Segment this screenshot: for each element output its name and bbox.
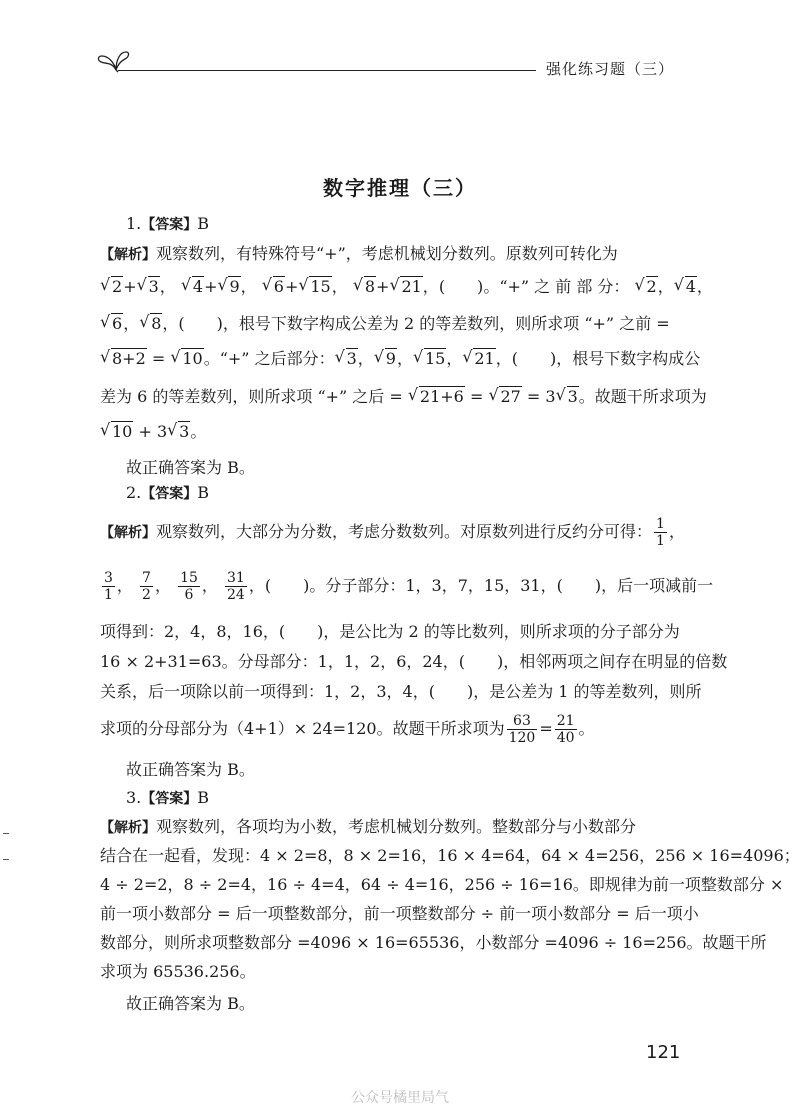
q1-conclusion: 故正确答案为 B。	[126, 458, 255, 477]
q3-analysis-line-4: 前一项小数部分 = 后一项整数部分，前一项整数部分 ÷ 前一项小数部分 = 后一项小	[100, 904, 699, 923]
page-number: 121	[646, 1042, 681, 1063]
header-title: 强化练习题（三）	[546, 60, 675, 78]
q3-analysis-line-1: 【解析】观察数列，各项均为小数，考虑机械划分数列。整数部分与小数部分	[100, 817, 637, 836]
q1-analysis-line-2: √ 2+√ 3， √ 4+√ 9， √ 6+√ 15， √ 8+√ 21，( )。“+” 之 前 部 分： √ 2，√ 4，	[100, 276, 685, 298]
q2-analysis-line-2: $\frac{3}{1}$ ， $\frac{7}{2}$ ， $\frac{15}{6}$ ， $\frac{31}{24}$ ，( )。分子部分：1，3，7，15，31，( )，后一项减前一	[104, 570, 714, 603]
q1-analysis-line-5: 差为 6 的等差数列，则所求项 “+” 之后 = √ 21+6 = √ 27 = 3√ 3。故题干所求项为	[100, 386, 685, 408]
q2-analysis-line-5: 关系，后一项除以前一项得到：1，2，3，4，( )，是公差为 1 的等差数列，则所	[100, 682, 702, 701]
q2-answer-line: 2.【答案】B	[126, 483, 210, 502]
q3-answer-line: 3.【答案】B	[126, 788, 210, 807]
q2-analysis-line-3: 项得到：2，4，8，16，( )，是公比为 2 的等比数列，则所求项的分子部分为	[100, 622, 680, 641]
q1-analysis-line-4: √ 8+2 = √ 10。“+” 之后部分：√ 3，√ 9，√ 15，√ 21，( )，根号下数字构成公	[100, 348, 685, 370]
q3-analysis-line-6: 求项为 65536.256。	[100, 962, 256, 981]
q1-answer-line: 1.【答案】B	[126, 214, 210, 233]
q3-analysis-line-3: 4 ÷ 2=2，8 ÷ 2=4，16 ÷ 4=4，64 ÷ 4=16，256 ÷ 16=16。即规律为前一项整数部分 ×	[100, 875, 784, 894]
q2-analysis-line-4: 16 × 2+31=63。分母部分：1，1，2，6，24，( )，相邻两项之间存在明显的倍数	[100, 652, 728, 671]
scan-mark	[3, 833, 9, 834]
q3-analysis-line-5: 数部分，则所求项整数部分 =4096 × 16=65536，小数部分 =4096 ÷ 16=256。故题干所	[100, 933, 767, 952]
q3-analysis-line-2: 结合在一起看，发现：4 × 2=8，8 × 2=16，16 × 4=64，64 × 4=256，256 × 16=4096；	[100, 846, 800, 865]
sprout-logo-icon	[96, 46, 130, 76]
q1-analysis-line-6: √ 10 + 3√ 3。	[100, 421, 685, 443]
q1-analysis-line-1: 【解析】观察数列，有特殊符号“+”，考虑机械划分数列。原数列可转化为	[100, 244, 618, 263]
watermark: 公众号橘里局气	[351, 1090, 449, 1106]
q1-analysis-line-3: √ 6，√ 8，( )，根号下数字构成公差为 2 的等差数列，则所求项 “+” 之前 =	[100, 313, 685, 335]
q2-analysis-line-1: 【解析】观察数列，大部分为分数，考虑分数数列。对原数列进行反约分可得： $\frac{1}{1}$ ，	[100, 516, 685, 549]
q3-conclusion: 故正确答案为 B。	[126, 994, 255, 1013]
section-title: 数字推理（三）	[323, 176, 477, 200]
scan-mark	[3, 859, 9, 860]
q2-analysis-line-6: 求项的分母部分为（4+1）× 24=120。故题干所求项为 $\frac{63}{120}$ = $\frac{21}{40}$ 。	[100, 713, 595, 746]
q2-conclusion: 故正确答案为 B。	[126, 760, 255, 779]
header-rule	[118, 70, 536, 71]
